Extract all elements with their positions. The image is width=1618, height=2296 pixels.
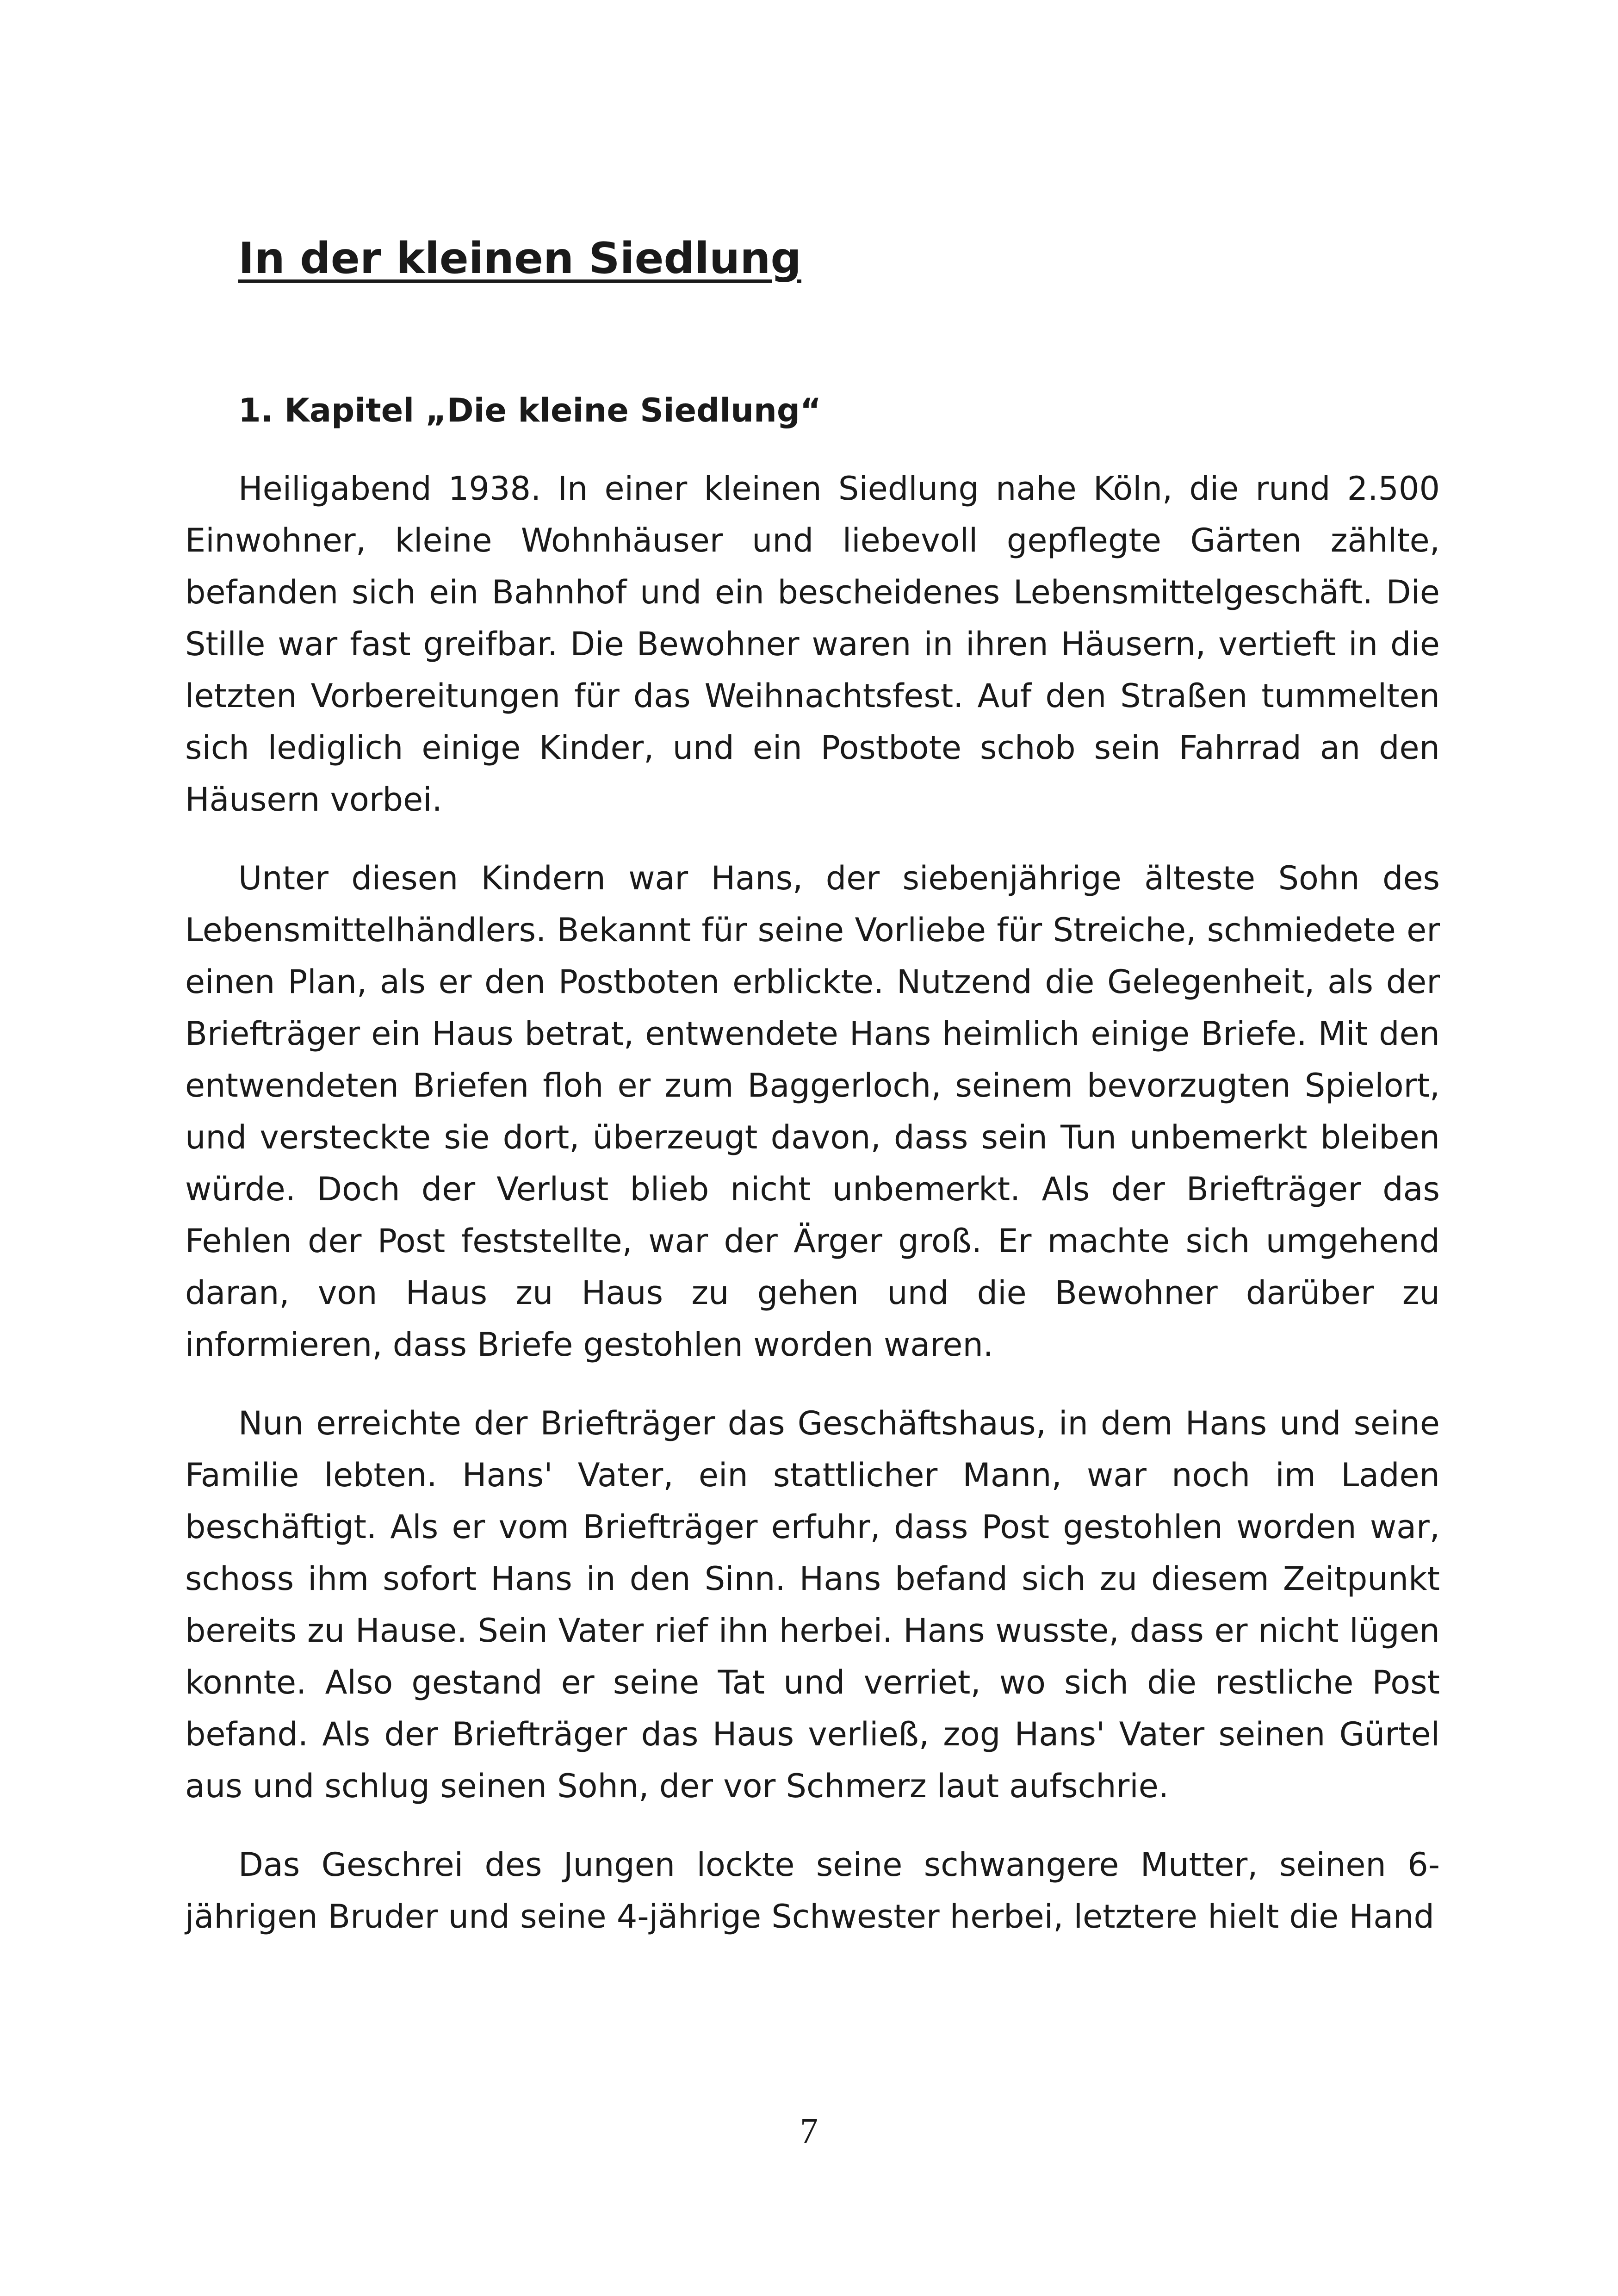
paragraph: Heiligabend 1938. In einer kleinen Siedlung nahe Köln, die rund 2.500 Einwohner, kleine Wohnhäuser und liebevoll gepflegte Gärten zählte, befanden sich ein Bahnhof und ein bescheidenes Lebensmittelgeschäft. Die Stille war fast greifbar. Die Bewohner waren in ihren Häusern, vertieft in die letzten Vorbereitungen für das Weihnachtsfest. Auf den Straßen tummelten sich lediglich einige Kinder, und ein Postbote schob sein Fahrrad an den Häusern vorbei. <box>185 470 1440 819</box>
chapter-heading: 1. Kapitel „Die kleine Siedlung“ <box>238 391 821 429</box>
paragraph: Nun erreichte der Briefträger das Geschäftshaus, in dem Hans und seine Familie lebten. Hans' Vater, ein stattlicher Mann, war noch im Laden beschäftigt. Als er vom Briefträger erfuhr, dass Post gestohlen worden war, schoss ihm sofort Hans in den Sinn. Hans befand sich zu diesem Zeitpunkt bereits zu Hause. Sein Vater rief ihn herbei. Hans wusste, dass er nicht lügen konnte. Also gestand er seine Tat und verriet, wo sich die restliche Post befand. Als der Briefträger das Haus verließ, zog Hans' Vater seinen Gürtel aus und schlug seinen Sohn, der vor Schmerz laut aufschrie. <box>185 1404 1440 1805</box>
paragraph: Das Geschrei des Jungen lockte seine schwangere Mutter, seinen 6-jährigen Bruder und seine 4-jährige Schwester herbei, letztere hielt die Hand <box>185 1846 1440 1936</box>
body-text <box>185 463 1440 1969</box>
paragraph: Unter diesen Kindern war Hans, der siebenjährige älteste Sohn des Lebensmittelhändlers. Bekannt für seine Vorliebe für Streiche, schmiedete er einen Plan, als er den Postboten erblickte. Nutzend die Gelegenheit, als der Briefträger ein Haus betrat, entwendete Hans heimlich einige Briefe. Mit den entwendeten Briefen floh er zum Baggerloch, seinem bevorzugten Spielort, und versteckte sie dort, überzeugt davon, dass sein Tun unbemerkt bleiben würde. Doch der Verlust blieb nicht unbemerkt. Als der Briefträger das Fehlen der Post feststellte, war der Ärger groß. Er machte sich umgehend daran, von Haus zu Haus zu gehen und die Bewohner darüber zu informieren, dass Briefe gestohlen worden waren. <box>185 859 1440 1364</box>
page-number: 7 <box>800 2110 818 2151</box>
book-title: In der kleinen Siedlung <box>238 233 801 283</box>
